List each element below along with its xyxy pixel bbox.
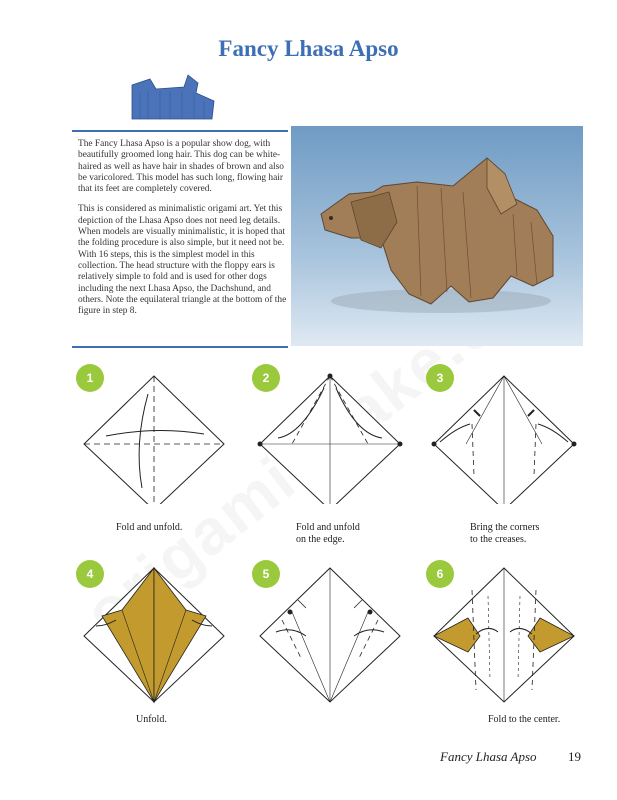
step-number-badge: 3 bbox=[426, 364, 454, 392]
step-6-caption bbox=[488, 714, 560, 726]
model-thumbnail bbox=[126, 73, 218, 123]
step-number-badge: 4 bbox=[76, 560, 104, 588]
intro-top-rule bbox=[72, 130, 288, 132]
footer-title: Fancy Lhasa Apso bbox=[440, 749, 537, 764]
step-4 bbox=[76, 560, 236, 710]
step-number-badge: 5 bbox=[252, 560, 280, 588]
step-2 bbox=[252, 364, 412, 514]
step-2-caption bbox=[296, 522, 360, 546]
step-1 bbox=[76, 364, 236, 514]
step-number-badge: 6 bbox=[426, 560, 454, 588]
step-3-caption bbox=[470, 522, 539, 546]
step-6 bbox=[426, 560, 586, 710]
step-number-badge: 2 bbox=[252, 364, 280, 392]
intro-bottom-rule bbox=[72, 346, 288, 348]
caption-line: to the creases. bbox=[470, 534, 527, 545]
caption-line: Fold and unfold bbox=[296, 522, 360, 533]
step-number-badge: 1 bbox=[76, 364, 104, 392]
page-title: Fancy Lhasa Apso bbox=[218, 36, 399, 61]
model-photo bbox=[291, 126, 583, 346]
step-2-diagram bbox=[252, 364, 412, 504]
step-1-caption bbox=[116, 522, 182, 534]
step-5-diagram bbox=[252, 560, 412, 710]
step-4-caption bbox=[136, 714, 167, 726]
step-3 bbox=[426, 364, 586, 514]
step-1-diagram bbox=[76, 364, 236, 504]
caption-line: Fold and unfold. bbox=[116, 522, 183, 533]
intro-paragraph-2: This is considered as minimalistic origami art. Yet this depiction of the Lhasa Apso does not need leg details. When models are visually minimalistic, it is hoped that the folding procedure is also simple, but it need not be. With 16 steps, this is the simplest model in this collection. The head structure with the floppy ears is relatively simple to fold and is used for other dogs including the next Lhasa Apso, the Dachshund, and others. Note the equilateral triangle at the bottom of the figure in step 8. bbox=[78, 204, 287, 317]
caption-line: on the edge. bbox=[296, 534, 345, 545]
step-4-diagram bbox=[76, 560, 236, 710]
step-6-diagram bbox=[426, 560, 586, 710]
caption-line: Unfold. bbox=[136, 714, 167, 725]
page-number: 19 bbox=[568, 749, 581, 764]
step-5 bbox=[252, 560, 412, 710]
caption-line: Fold to the center. bbox=[488, 714, 561, 725]
caption-line: Bring the corners bbox=[470, 522, 540, 533]
intro-paragraph-1: The Fancy Lhasa Apso is a popular show dog, with beautifully groomed long hair. This dog can be white-haired as well as have hair in shades of brown and also be varicolored. This model has such long, flowing hair that its feet are completely covered. bbox=[78, 139, 284, 195]
step-3-diagram bbox=[426, 364, 586, 504]
intro-text bbox=[78, 139, 288, 326]
